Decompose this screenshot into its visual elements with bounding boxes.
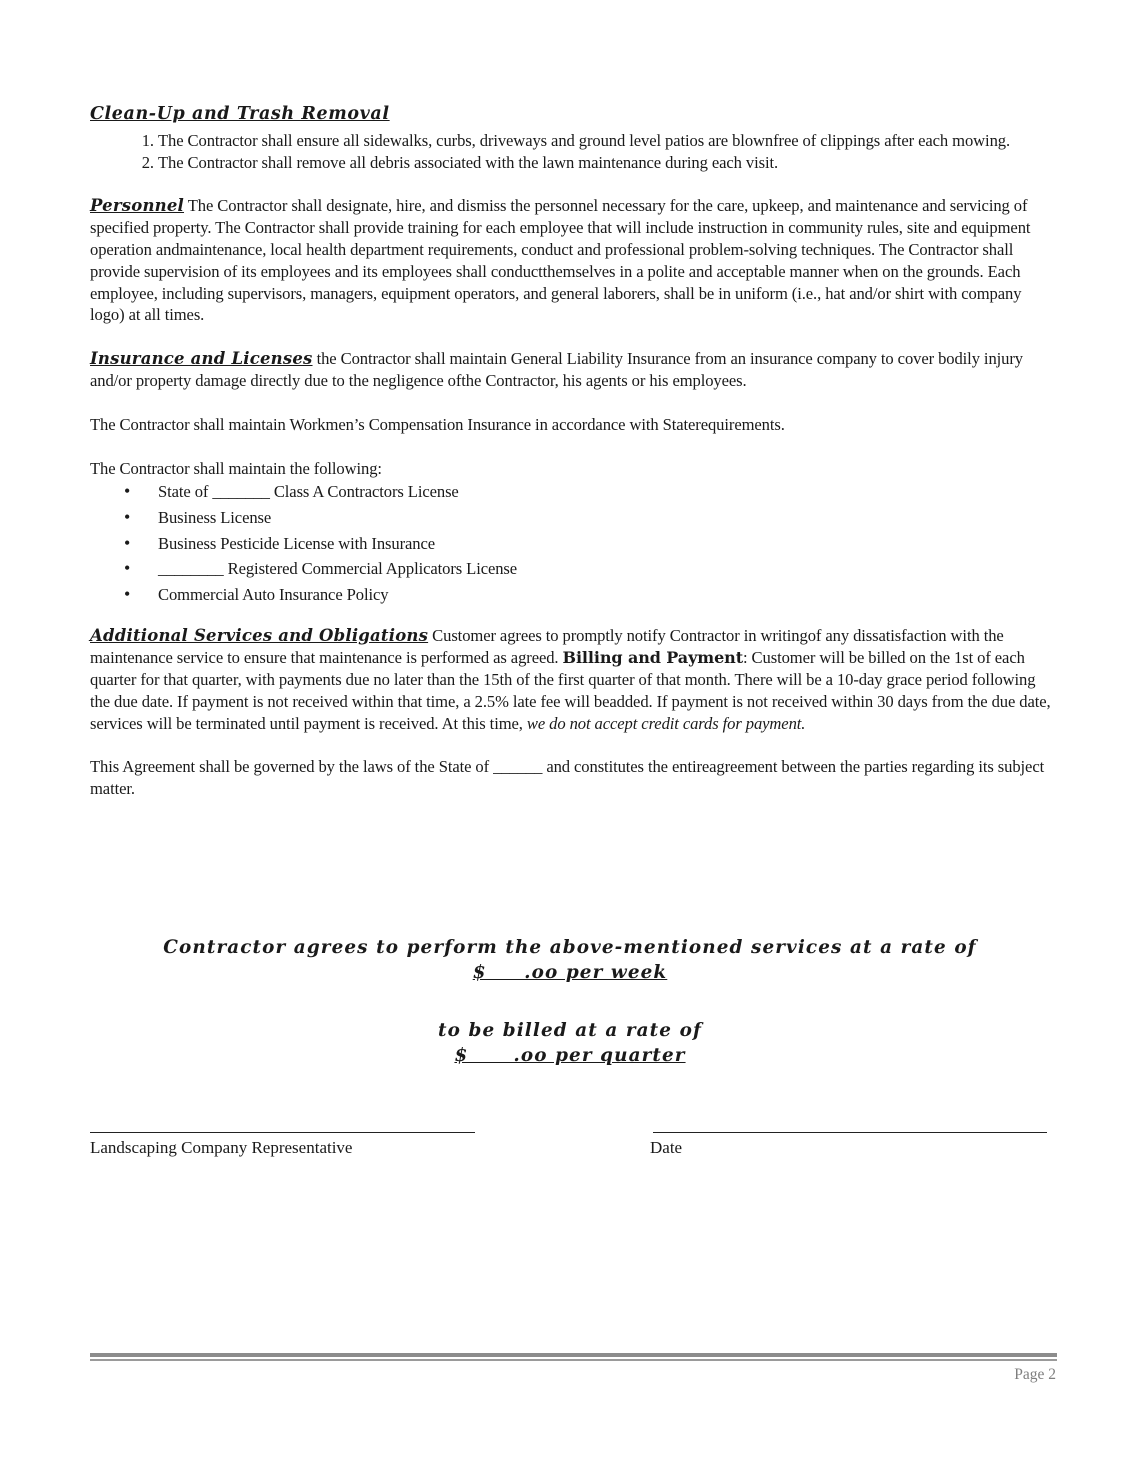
quarterly-rate: $ .oo per quarter <box>454 1045 686 1066</box>
date-label: Date <box>650 1138 683 1157</box>
list-item: • ________ Registered Commercial Applicators License <box>158 558 1055 580</box>
personnel-text: The Contractor shall designate, hire, and dismiss the personnel necessary for the care, upkeep, and maintenance and servicing of specified property. The Contractor shall provide training for each employee that will include instruction in community rules, site and equipment operation andmaintenance, local health department requirements, conduct and professional problem-solving techniques. The Contractor shall provide supervision of its employees and its employees shall conductthemselves in a polite and acceptable manner when on the grounds. Each employee, including supervisors, managers, equipment operators, and general laborers, shall be in uniform (i.e., hat and/or shirt with company logo) at all times. <box>90 196 1031 325</box>
cleanup-heading: Clean-Up and Trash Removal <box>90 104 390 124</box>
list-item: • State of _______ Class A Contractors License <box>158 481 1055 503</box>
weekly-rate-block <box>0 937 1140 983</box>
licenses-intro: The Contractor shall maintain the following: <box>90 458 382 478</box>
document-body <box>90 104 1055 800</box>
rate-statement: Contractor agrees to perform the above-mentioned services at a rate of <box>163 937 977 958</box>
insurance-paragraph <box>90 348 1055 392</box>
personnel-paragraph <box>90 195 1055 326</box>
additional-paragraph <box>90 625 1055 734</box>
insurance-text: the Contractor shall maintain General Liability Insurance from an insurance company to cover bodily injury and/or property damage directly due to the negligence ofthe Contractor, his agents or his employees. <box>90 349 1023 390</box>
billing-label: Billing and Payment <box>562 648 743 668</box>
page-number: Page 2 <box>1014 1366 1056 1383</box>
cleanup-list <box>90 130 1055 174</box>
additional-text: Customer agrees to promptly notify Contractor in writingof any dissatisfaction with the maintenance service to ensure that maintenance is performed as agreed. <box>90 626 1004 668</box>
footer-divider <box>90 1353 1057 1357</box>
footer-divider-thin <box>90 1359 1057 1361</box>
quarterly-rate-block <box>0 1020 1140 1066</box>
insurance-heading: Insurance and Licenses <box>90 349 313 369</box>
billing-text: : Customer will be billed on the 1st of each quarter for that quarter, with payments due no later than the 15th of the first quarter of that month. There will be a 10-day grace period following the due date. If payment is not received within that time, a 2.5% late fee will beadded. If payment is not received within 30 days from the due date, services will be terminated until payment is received. At this time, <box>90 648 1051 733</box>
credit-card-note: we do not accept credit cards for payment. <box>526 713 806 733</box>
representative-label: Landscaping Company Representative <box>90 1138 353 1157</box>
billing-rate-statement: to be billed at a rate of <box>438 1020 702 1041</box>
additional-heading: Additional Services and Obligations <box>90 626 429 646</box>
list-item: • Business Pesticide License with Insurance <box>158 533 1055 555</box>
representative-signature-line <box>90 1132 475 1133</box>
list-item: 1. The Contractor shall ensure all sidewalks, curbs, driveways and ground level patios are blownfree of clippings after each mowing. <box>158 130 1055 152</box>
list-item: 2. The Contractor shall remove all debris associated with the lawn maintenance during each visit. <box>158 152 1055 174</box>
workmens-comp-paragraph: The Contractor shall maintain Workmen’s Compensation Insurance in accordance with Staterequirements. <box>90 414 785 434</box>
date-signature-line <box>653 1132 1047 1133</box>
personnel-heading: Personnel <box>90 196 185 216</box>
list-item: • Commercial Auto Insurance Policy <box>158 584 1055 606</box>
list-item: • Business License <box>158 507 1055 529</box>
governing-paragraph: This Agreement shall be governed by the laws of the State of ______ and constitutes the entireagreement between the parties regarding its subject matter. <box>90 757 1045 799</box>
licenses-list <box>90 481 1055 605</box>
weekly-rate: $ .oo per week <box>472 962 668 983</box>
